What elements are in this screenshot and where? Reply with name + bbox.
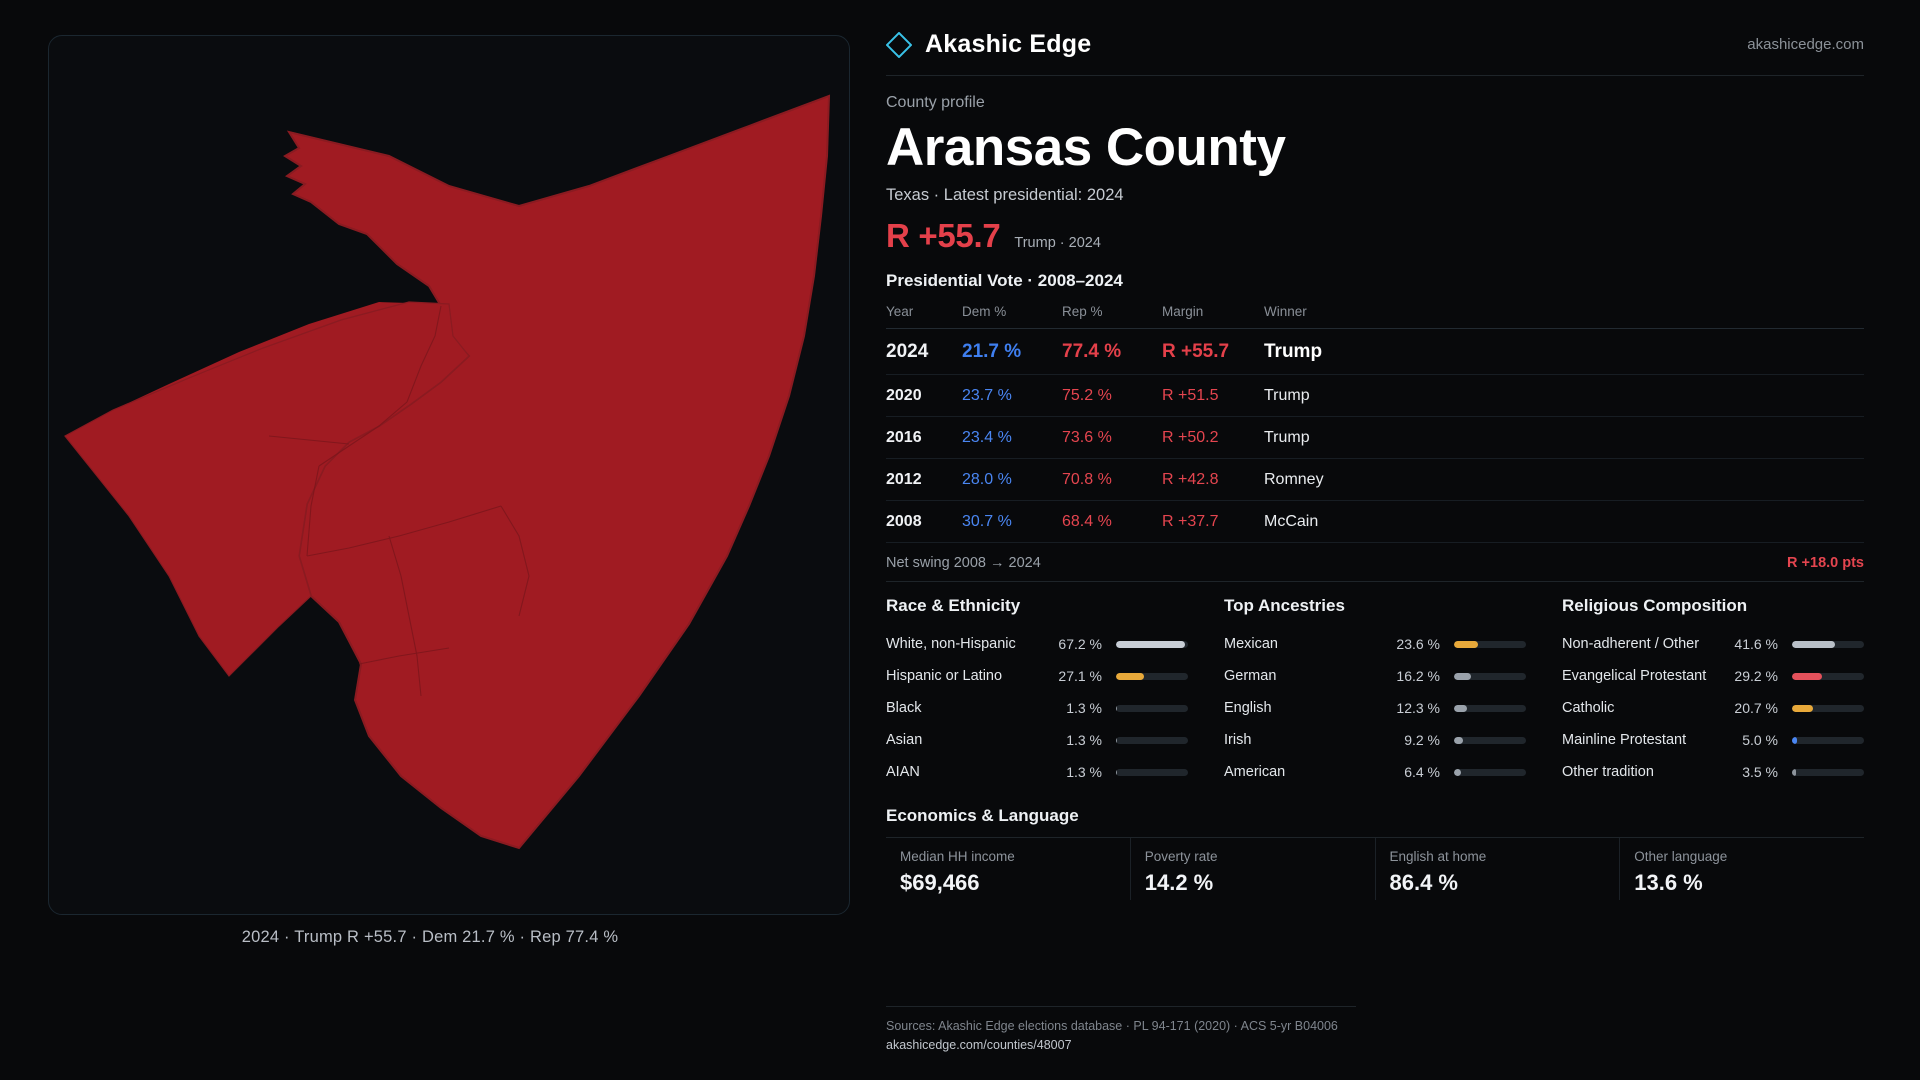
cell-dem: 30.7 % bbox=[962, 501, 1062, 543]
brand-bar bbox=[886, 30, 1864, 76]
stat-value: 86.4 % bbox=[1389, 870, 1458, 896]
stat-label: Poverty rate bbox=[1144, 849, 1218, 865]
item-pct: 16.2 % bbox=[1396, 668, 1440, 685]
item-bar bbox=[1454, 737, 1526, 744]
list-item bbox=[886, 724, 1188, 756]
race-column bbox=[886, 596, 1188, 788]
cell-rep: 68.4 % bbox=[1062, 501, 1162, 543]
net-swing-label: Net swing 2008 → 2024 bbox=[886, 555, 1041, 572]
list-item bbox=[886, 692, 1188, 724]
table-row bbox=[886, 375, 1864, 417]
list-item bbox=[1562, 628, 1864, 660]
list-item bbox=[1562, 660, 1864, 692]
ancestry-column bbox=[1224, 596, 1526, 788]
cell-margin: R +42.8 bbox=[1162, 459, 1264, 501]
sources-text: Sources: Akashic Edge elections database · PL 94-171 (2020) · ACS 5-yr B04006 bbox=[886, 1019, 1338, 1033]
cell-margin: R +51.5 bbox=[1162, 375, 1264, 417]
cell-winner: Trump bbox=[1264, 417, 1864, 459]
county-map-frame[interactable] bbox=[48, 35, 850, 915]
stat-cell bbox=[886, 838, 1131, 900]
item-label: Evangelical Protestant bbox=[1562, 668, 1707, 685]
cell-rep: 77.4 % bbox=[1062, 329, 1162, 375]
col-year: Year bbox=[886, 304, 962, 329]
item-bar bbox=[1792, 673, 1864, 680]
map-panel bbox=[0, 0, 860, 1080]
economics-row bbox=[886, 837, 1864, 900]
cell-year: 2020 bbox=[886, 375, 962, 417]
race-list bbox=[886, 628, 1188, 788]
stat-cell bbox=[1376, 838, 1621, 900]
table-header-row bbox=[886, 304, 1864, 329]
table-row bbox=[886, 459, 1864, 501]
item-pct: 20.7 % bbox=[1734, 700, 1778, 717]
list-item bbox=[886, 660, 1188, 692]
cell-year: 2012 bbox=[886, 459, 962, 501]
race-title: Race & Ethnicity bbox=[886, 596, 1021, 616]
item-label: Irish bbox=[1224, 732, 1252, 749]
page-subline: Texas · Latest presidential: 2024 bbox=[886, 186, 1124, 205]
item-bar bbox=[1454, 641, 1526, 648]
item-label: Other tradition bbox=[1562, 764, 1654, 781]
demographics-columns bbox=[886, 596, 1864, 788]
cell-dem: 23.4 % bbox=[962, 417, 1062, 459]
stat-label: Median HH income bbox=[900, 849, 1015, 865]
table-row bbox=[886, 329, 1864, 375]
col-rep: Rep % bbox=[1062, 304, 1162, 329]
list-item bbox=[1562, 692, 1864, 724]
list-item bbox=[1224, 724, 1526, 756]
item-label: White, non-Hispanic bbox=[886, 636, 1016, 653]
net-swing-row bbox=[886, 555, 1864, 582]
net-swing-value: R +18.0 pts bbox=[1787, 555, 1864, 572]
cell-rep: 73.6 % bbox=[1062, 417, 1162, 459]
item-pct: 12.3 % bbox=[1396, 700, 1440, 717]
item-label: Mainline Protestant bbox=[1562, 732, 1687, 749]
ancestry-title: Top Ancestries bbox=[1224, 596, 1345, 616]
list-item bbox=[1224, 756, 1526, 788]
cell-dem: 21.7 % bbox=[962, 329, 1062, 375]
item-pct: 1.3 % bbox=[1066, 732, 1102, 749]
cell-dem: 23.7 % bbox=[962, 375, 1062, 417]
item-pct: 23.6 % bbox=[1396, 636, 1440, 653]
map-caption: 2024 · Trump R +55.7 · Dem 21.7 % · Rep 77.4 % bbox=[241, 928, 619, 946]
item-bar bbox=[1116, 641, 1188, 648]
cell-winner: Trump bbox=[1264, 375, 1864, 417]
item-bar bbox=[1792, 641, 1864, 648]
data-panel bbox=[860, 0, 1920, 1080]
ancestry-list bbox=[1224, 628, 1526, 788]
item-pct: 9.2 % bbox=[1404, 732, 1440, 749]
item-pct: 1.3 % bbox=[1066, 764, 1102, 781]
headline-margin bbox=[886, 217, 1864, 255]
col-winner: Winner bbox=[1264, 304, 1864, 329]
item-bar bbox=[1116, 769, 1188, 776]
cell-rep: 70.8 % bbox=[1062, 459, 1162, 501]
item-pct: 6.4 % bbox=[1404, 764, 1440, 781]
item-label: Black bbox=[886, 700, 922, 717]
cell-margin: R +50.2 bbox=[1162, 417, 1264, 459]
list-item bbox=[1224, 660, 1526, 692]
county-map-shape bbox=[49, 36, 850, 915]
item-pct: 29.2 % bbox=[1734, 668, 1778, 685]
item-bar bbox=[1454, 705, 1526, 712]
item-pct: 67.2 % bbox=[1058, 636, 1102, 653]
item-label: German bbox=[1224, 668, 1277, 685]
stat-cell bbox=[1131, 838, 1376, 900]
religion-list bbox=[1562, 628, 1864, 788]
stat-label: English at home bbox=[1389, 849, 1487, 865]
item-label: Non-adherent / Other bbox=[1562, 636, 1700, 653]
list-item bbox=[1562, 724, 1864, 756]
item-pct: 3.5 % bbox=[1742, 764, 1778, 781]
item-bar bbox=[1792, 769, 1864, 776]
list-item bbox=[886, 628, 1188, 660]
stat-value: 13.6 % bbox=[1634, 870, 1703, 896]
cell-winner: Romney bbox=[1264, 459, 1864, 501]
col-margin: Margin bbox=[1162, 304, 1264, 329]
results-table bbox=[886, 304, 1864, 543]
item-bar bbox=[1116, 737, 1188, 744]
item-label: Hispanic or Latino bbox=[886, 668, 1003, 685]
item-label: Catholic bbox=[1562, 700, 1615, 717]
stat-value: 14.2 % bbox=[1144, 870, 1214, 896]
cell-winner: Trump bbox=[1264, 329, 1864, 375]
col-dem: Dem % bbox=[962, 304, 1062, 329]
brand-left bbox=[886, 30, 1091, 59]
item-label: AIAN bbox=[886, 764, 920, 781]
list-item bbox=[1224, 692, 1526, 724]
cell-winner: McCain bbox=[1264, 501, 1864, 543]
item-bar bbox=[1116, 673, 1188, 680]
list-item bbox=[1224, 628, 1526, 660]
item-pct: 5.0 % bbox=[1742, 732, 1778, 749]
margin-caption: Trump · 2024 bbox=[1014, 235, 1101, 252]
item-label: Mexican bbox=[1224, 636, 1278, 653]
item-pct: 27.1 % bbox=[1058, 668, 1102, 685]
brand-name: Akashic Edge bbox=[925, 30, 1092, 58]
item-label: American bbox=[1224, 764, 1286, 781]
page-title: Aransas County bbox=[886, 118, 1286, 177]
stat-value: $69,466 bbox=[900, 870, 980, 896]
margin-value: R +55.7 bbox=[886, 217, 1001, 255]
cell-year: 2008 bbox=[886, 501, 962, 543]
cell-dem: 28.0 % bbox=[962, 459, 1062, 501]
table-row bbox=[886, 501, 1864, 543]
cell-year: 2024 bbox=[886, 329, 962, 375]
economics-title: Economics & Language bbox=[886, 806, 1079, 826]
list-item bbox=[1562, 756, 1864, 788]
item-bar bbox=[1454, 769, 1526, 776]
item-pct: 41.6 % bbox=[1734, 636, 1778, 653]
item-pct: 1.3 % bbox=[1066, 700, 1102, 717]
item-label: Asian bbox=[886, 732, 923, 749]
table-row bbox=[886, 417, 1864, 459]
list-item bbox=[886, 756, 1188, 788]
cell-rep: 75.2 % bbox=[1062, 375, 1162, 417]
cell-margin: R +37.7 bbox=[1162, 501, 1264, 543]
brand-url: akashicedge.com bbox=[1747, 36, 1864, 53]
item-bar bbox=[1792, 705, 1864, 712]
religion-title: Religious Composition bbox=[1562, 596, 1748, 616]
sources-footer bbox=[886, 1006, 1356, 1052]
item-label: English bbox=[1224, 700, 1272, 717]
item-bar bbox=[1116, 705, 1188, 712]
results-title: Presidential Vote · 2008–2024 bbox=[886, 271, 1123, 291]
sources-url[interactable]: akashicedge.com/counties/48007 bbox=[886, 1038, 1072, 1052]
cell-year: 2016 bbox=[886, 417, 962, 459]
item-bar bbox=[1454, 673, 1526, 680]
cell-margin: R +55.7 bbox=[1162, 329, 1264, 375]
stat-cell bbox=[1620, 838, 1864, 900]
page-kicker: County profile bbox=[886, 94, 985, 111]
religion-column bbox=[1562, 596, 1864, 788]
item-bar bbox=[1792, 737, 1864, 744]
stat-label: Other language bbox=[1634, 849, 1728, 865]
diamond-icon bbox=[886, 32, 912, 58]
